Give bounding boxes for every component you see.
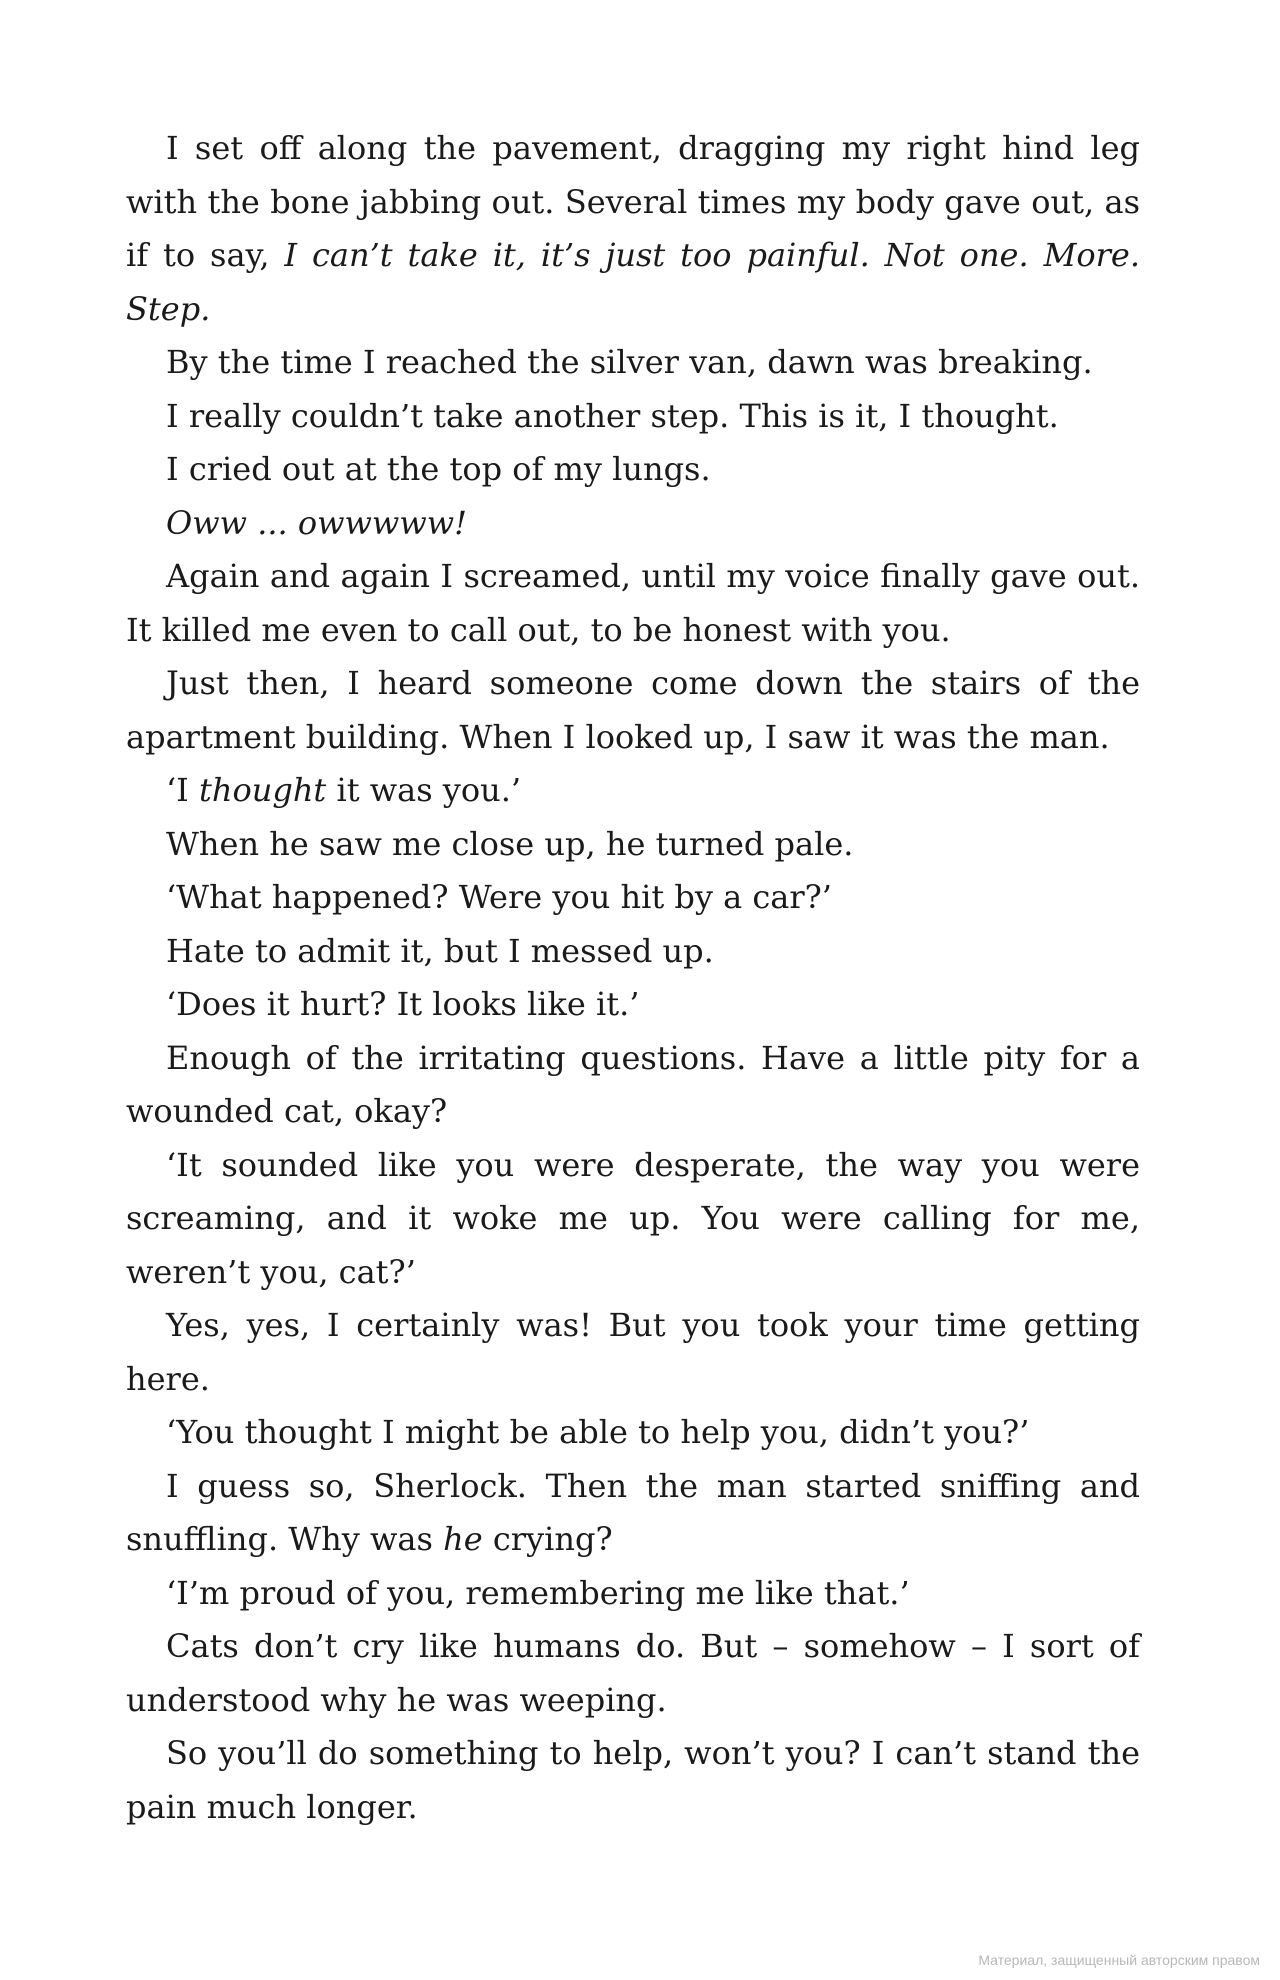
text-run: Just then, I heard someone come down the stairs of the apartment building. When I looked up, I saw it was the man. [126, 664, 1140, 756]
paragraph [126, 1567, 1140, 1621]
paragraph [126, 390, 1140, 444]
book-page-text [126, 122, 1140, 1834]
paragraph [126, 978, 1140, 1032]
paragraph [126, 550, 1140, 657]
text-run: Again and again I screamed, until my voice finally gave out. It killed me even to call out, to be honest with you. [126, 557, 1140, 649]
text-run: I guess so, Sherlock. Then the man started sniffing and snuffling. Why was [126, 1466, 1140, 1558]
paragraph [126, 1299, 1140, 1406]
text-run: I cried out at the top of my lungs. [166, 450, 711, 488]
text-run: By the time I reached the silver van, dawn was breaking. [166, 343, 1093, 381]
paragraph [126, 497, 1140, 551]
italic-text: thought [198, 771, 327, 809]
text-run: ‘You thought I might be able to help you, didn’t you?’ [166, 1413, 1030, 1451]
text-run: it was you.’ [326, 771, 522, 809]
paragraph [126, 1139, 1140, 1300]
paragraph [126, 1620, 1140, 1727]
italic-text: he [443, 1520, 483, 1558]
text-run: ‘Does it hurt? It looks like it.’ [166, 985, 640, 1023]
text-run: So you’ll do something to help, won’t you? I can’t stand the pain much longer. [126, 1734, 1140, 1826]
italic-text: Oww ... owwwww! [166, 503, 467, 542]
italic-text: I can’t take it, it’s just too painful. Not one. More. Step. [126, 236, 1140, 328]
text-run: ‘It sounded like you were desperate, the way you were screaming, and it woke me up. You were calling for me, weren’t you, cat?’ [126, 1145, 1140, 1291]
text-run: I really couldn’t take another step. This is it, I thought. [166, 396, 1059, 435]
text-run: ‘I’m proud of you, remembering me like that.’ [166, 1573, 910, 1612]
text-run: Enough of the irritating questions. Have a little pity for a wounded cat, okay? [126, 1038, 1140, 1130]
paragraph [126, 764, 1140, 818]
text-run: Yes, yes, I certainly was! But you took your time getting here. [126, 1306, 1140, 1398]
paragraph [126, 122, 1140, 336]
text-run: ‘I [166, 771, 199, 809]
text-run: ‘What happened? Were you hit by a car?’ [166, 878, 832, 916]
paragraph [126, 336, 1140, 390]
text-run: I set off along the pavement, dragging my right hind leg with the bone jabbing out. Several times my body gave out, as if to say, [126, 129, 1140, 274]
paragraph [126, 1460, 1140, 1567]
paragraph [126, 657, 1140, 764]
paragraph [126, 443, 1140, 497]
paragraph [126, 871, 1140, 925]
text-run: crying? [482, 1520, 613, 1558]
text-run: Cats don’t cry like humans do. But – somehow – I sort of understood why he was weeping. [126, 1627, 1140, 1719]
paragraph [126, 1406, 1140, 1460]
text-run: Hate to admit it, but I messed up. [166, 931, 714, 970]
paragraph [126, 818, 1140, 872]
paragraph [126, 925, 1140, 979]
paragraph [126, 1727, 1140, 1834]
text-run: When he saw me close up, he turned pale. [166, 824, 854, 863]
paragraph [126, 1032, 1140, 1139]
copyright-watermark: Материал, защищенный авторским правом [978, 1952, 1260, 1968]
